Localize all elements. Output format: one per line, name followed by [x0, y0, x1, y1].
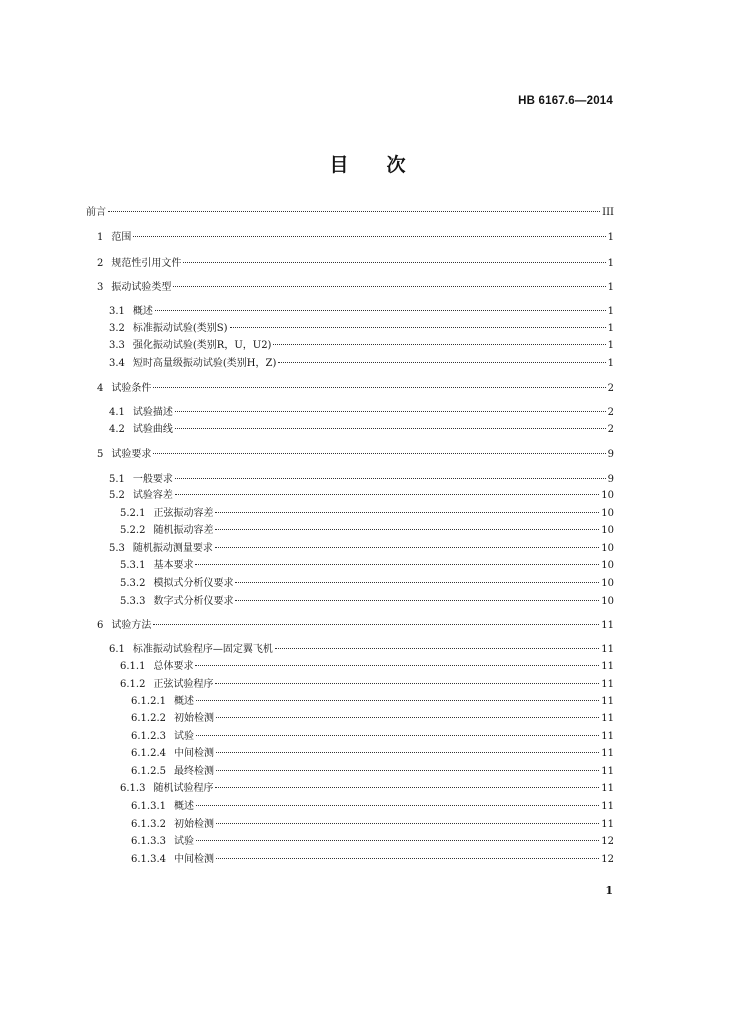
toc-entry-title: 基本要求 — [153, 560, 194, 571]
toc-entry — [131, 852, 614, 868]
dot-leader — [216, 858, 599, 859]
toc-entry-title: 总体要求 — [153, 661, 194, 672]
toc-entry-page: 1 — [607, 358, 614, 369]
toc-entry-title: 初始检测 — [174, 713, 214, 724]
toc-entry-page: 12 — [601, 836, 614, 847]
toc-entry-number: 4.2 — [109, 424, 125, 435]
page-number: 1 — [605, 884, 613, 897]
toc-entry — [97, 381, 614, 397]
toc-entry-page: 1 — [607, 340, 614, 351]
toc-entry — [109, 541, 614, 557]
toc-entry-page: 2 — [607, 424, 614, 435]
toc-entry — [109, 321, 614, 337]
toc-entry-title: 模拟式分析仪要求 — [153, 578, 234, 589]
toc-entry — [109, 472, 614, 488]
toc-entry-page: 11 — [601, 679, 614, 690]
toc-entry-title: 试验描述 — [132, 407, 173, 418]
toc-entry-page: 11 — [601, 819, 614, 830]
toc-entry-title: 概述 — [132, 306, 153, 317]
toc-entry-title: 随机振动测量要求 — [132, 543, 213, 554]
toc-entry-title: 振动试验类型 — [111, 282, 172, 293]
toc-entry-page: 11 — [601, 644, 614, 655]
toc-entry-number: 5.2.2 — [120, 525, 146, 536]
toc-entry — [120, 781, 614, 797]
dot-leader — [133, 236, 605, 237]
dot-leader — [215, 683, 599, 684]
toc-entry-page: 10 — [601, 543, 614, 554]
dot-leader — [216, 770, 599, 771]
dot-leader — [216, 752, 599, 753]
dot-leader — [155, 310, 606, 311]
toc-entry — [131, 799, 614, 815]
toc-entry-page: 9 — [607, 474, 614, 485]
toc-entry-number: 6.1 — [109, 644, 125, 655]
dot-leader — [183, 262, 605, 263]
toc-entry-title: 正弦振动容差 — [153, 508, 214, 519]
toc-entry-number: 6.1.1 — [120, 661, 146, 672]
dot-leader — [153, 453, 605, 454]
toc-entry-number: 6.1.2.1 — [131, 696, 166, 707]
toc-entry-title: 前言 — [86, 207, 106, 218]
toc-entry-title: 概述 — [174, 801, 194, 812]
toc-entry-page: 10 — [601, 508, 614, 519]
dot-leader — [173, 286, 605, 287]
toc-entry — [109, 642, 614, 658]
toc-entry — [120, 576, 614, 592]
toc-entry — [97, 447, 614, 463]
toc-entry-number: 6.1.2.2 — [131, 713, 166, 724]
toc-entry-page: 10 — [601, 596, 614, 607]
toc-entry — [120, 558, 614, 574]
dot-leader — [216, 717, 599, 718]
dot-leader — [273, 344, 605, 345]
toc-entry-page: 10 — [601, 490, 614, 501]
toc-entry-title: 试验条件 — [111, 383, 152, 394]
toc-entry-number: 6.1.2.5 — [131, 766, 166, 777]
toc-entry-title: 随机振动容差 — [153, 525, 214, 536]
standard-code: HB 6167.6—2014 — [518, 95, 613, 107]
toc-entry-page: 9 — [607, 449, 614, 460]
dot-leader — [215, 547, 599, 548]
toc-entry-page: 1 — [607, 258, 614, 269]
toc-entry-number: 5.1 — [109, 474, 125, 485]
dot-leader — [235, 582, 599, 583]
toc-entry-title: 试验 — [174, 836, 194, 847]
toc-entry-number: 5.3.2 — [120, 578, 146, 589]
toc-entry-number: 5.3 — [109, 543, 125, 554]
toc-entry-title: 中间检测 — [174, 854, 214, 865]
toc-entry-page: 11 — [601, 748, 614, 759]
toc-entry-number: 5.2 — [109, 490, 125, 501]
dot-leader — [195, 564, 599, 565]
dot-leader — [153, 624, 599, 625]
toc-entry-page: III — [602, 207, 614, 218]
toc-title-right: 次 — [386, 154, 406, 176]
dot-leader — [230, 327, 606, 328]
toc-entry-number: 3.2 — [109, 323, 125, 334]
toc-entry-number: 4 — [97, 383, 104, 394]
toc-entry-title: 规范性引用文件 — [111, 258, 182, 269]
toc-entry-number: 3.3 — [109, 340, 125, 351]
toc-entry-page: 10 — [601, 578, 614, 589]
toc-entry — [120, 594, 614, 610]
dot-leader — [196, 805, 599, 806]
toc-entry-title: 试验曲线 — [132, 424, 173, 435]
toc-entry — [109, 422, 614, 438]
toc-entry-number: 5.2.1 — [120, 508, 146, 519]
toc-entry-number: 5.3.1 — [120, 560, 146, 571]
dot-leader — [275, 648, 599, 649]
toc-entry-title: 数字式分析仪要求 — [153, 596, 234, 607]
dot-leader — [196, 700, 599, 701]
dot-leader — [175, 411, 606, 412]
toc-entry-number: 6.1.3 — [120, 783, 146, 794]
toc-entry-number: 6.1.3.3 — [131, 836, 166, 847]
toc-entry — [109, 488, 614, 504]
dot-leader — [175, 428, 606, 429]
toc-entry — [131, 746, 614, 762]
toc-entry — [97, 618, 614, 634]
dot-leader — [175, 478, 606, 479]
toc-entry-title: 范围 — [111, 232, 132, 243]
toc-title-left: 目 — [329, 154, 349, 176]
toc-entry-page: 1 — [607, 323, 614, 334]
toc-entry-title: 试验要求 — [111, 449, 152, 460]
toc-entry-number: 6.1.3.2 — [131, 819, 166, 830]
toc-entry-number: 5 — [97, 449, 104, 460]
dot-leader — [153, 387, 605, 388]
toc-entry-page: 12 — [601, 854, 614, 865]
dot-leader — [215, 787, 599, 788]
toc-entry-title: 正弦试验程序 — [153, 679, 214, 690]
toc-entry-page: 11 — [601, 731, 614, 742]
toc-entry-number: 6.1.3.1 — [131, 801, 166, 812]
toc-entry-number: 6 — [97, 620, 104, 631]
toc-entry-page: 2 — [607, 383, 614, 394]
toc-entry — [131, 711, 614, 727]
toc-entry-number: 3 — [97, 282, 104, 293]
toc-entry-title: 中间检测 — [174, 748, 214, 759]
toc-entry-page: 11 — [601, 696, 614, 707]
toc-entry — [86, 205, 614, 221]
toc-entry-title: 最终检测 — [174, 766, 214, 777]
toc-entry-title: 概述 — [174, 696, 194, 707]
toc-entry — [97, 230, 614, 246]
dot-leader — [108, 211, 600, 212]
toc-entry — [131, 694, 614, 710]
toc-entry-number: 6.1.2.3 — [131, 731, 166, 742]
dot-leader — [278, 362, 605, 363]
toc-entry-page: 10 — [601, 525, 614, 536]
toc-entry-page: 11 — [601, 766, 614, 777]
toc-entry-page: 11 — [601, 783, 614, 794]
toc-entry-title: 标准振动试验(类别S) — [132, 323, 228, 334]
toc-entry-page: 1 — [607, 306, 614, 317]
toc-entry — [97, 280, 614, 296]
toc-entry-title: 试验 — [174, 731, 194, 742]
toc-entry — [109, 356, 614, 372]
toc-entry — [120, 523, 614, 539]
toc-entry-title: 试验方法 — [111, 620, 152, 631]
toc-entry-number: 3.4 — [109, 358, 125, 369]
toc-entry-title: 随机试验程序 — [153, 783, 214, 794]
toc-entry-page: 11 — [601, 661, 614, 672]
toc-entry-number: 2 — [97, 258, 104, 269]
toc-entry-page: 11 — [601, 801, 614, 812]
dot-leader — [195, 665, 599, 666]
toc-entry-number: 6.1.2.4 — [131, 748, 166, 759]
toc-entry-number: 1 — [97, 232, 104, 243]
toc-entry-number: 3.1 — [109, 306, 125, 317]
toc-entry-number: 6.1.3.4 — [131, 854, 166, 865]
toc-entry-title: 初始检测 — [174, 819, 214, 830]
toc-entry — [120, 659, 614, 675]
toc-entry-number: 5.3.3 — [120, 596, 146, 607]
toc-entry-page: 2 — [607, 407, 614, 418]
toc-entry-page: 1 — [607, 282, 614, 293]
toc-entry-page: 10 — [601, 560, 614, 571]
dot-leader — [175, 494, 599, 495]
toc-entry-page: 11 — [601, 620, 614, 631]
toc-entry — [131, 764, 614, 780]
toc-entry-page: 1 — [607, 232, 614, 243]
toc-entry-page: 11 — [601, 713, 614, 724]
toc-entry-title: 强化振动试验(类别R，U，U2) — [132, 340, 272, 351]
dot-leader — [196, 840, 599, 841]
dot-leader — [215, 512, 599, 513]
toc-entry — [131, 817, 614, 833]
toc-entry — [109, 338, 614, 354]
toc-entry-number: 4.1 — [109, 407, 125, 418]
toc-entry-title: 一般要求 — [132, 474, 173, 485]
toc-entry — [109, 405, 614, 421]
toc-entry-title: 短时高量级振动试验(类别H，Z) — [132, 358, 277, 369]
toc-entry — [120, 506, 614, 522]
toc-entry-number: 6.1.2 — [120, 679, 146, 690]
toc-entry — [109, 304, 614, 320]
toc-entry-title: 标准振动试验程序—固定翼飞机 — [132, 644, 273, 655]
toc-entry — [120, 677, 614, 693]
toc-entry-title: 试验容差 — [132, 490, 173, 501]
toc-entry — [131, 729, 614, 745]
dot-leader — [196, 735, 599, 736]
dot-leader — [216, 823, 599, 824]
toc-entry — [131, 834, 614, 850]
dot-leader — [215, 529, 599, 530]
dot-leader — [235, 600, 599, 601]
toc-entry — [97, 256, 614, 272]
